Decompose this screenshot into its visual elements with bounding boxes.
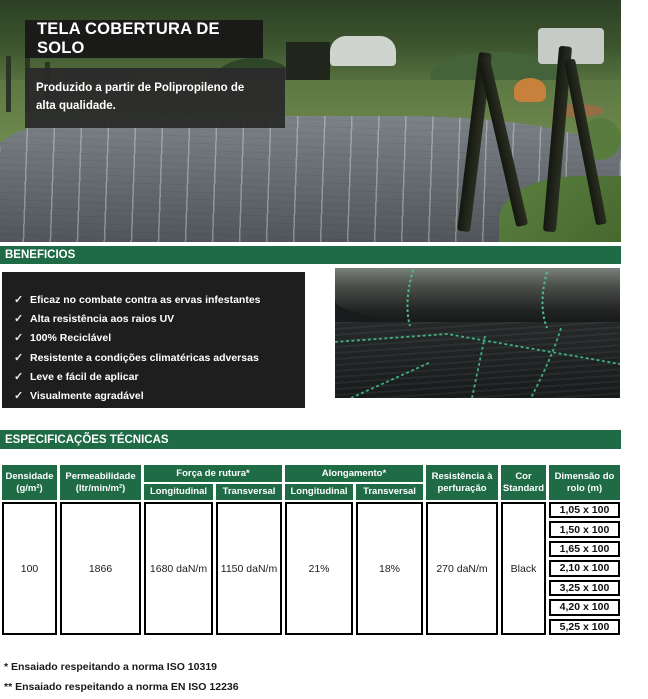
header-resistencia-perfuracao: Resistência à perfuração [426, 465, 498, 500]
product-subtitle-line1: Produzido a partir de Polipropileno de [36, 82, 245, 94]
header-alongamento: Alongamento* [285, 465, 423, 482]
benefits-panel [2, 272, 305, 408]
roll-dimension-box: 1,65 x 100 [549, 541, 620, 557]
footnote-en-iso-12236: ** Ensaiado respeitando a norma EN ISO 12236 [4, 681, 239, 693]
benefits-heading-bar [0, 246, 621, 264]
cell-forca-transversal: 1150 daN/m [216, 502, 282, 635]
product-title: TELA COBERTURA DE SOLO [37, 20, 220, 57]
benefit-text: Leve e fácil de aplicar [30, 370, 139, 383]
check-icon: ✓ [14, 390, 24, 403]
header-alongamento-longitudinal: Longitudinal [285, 484, 353, 500]
check-icon: ✓ [14, 370, 24, 383]
header-densidade: Densidade (g/m²) [2, 465, 57, 500]
header-alongamento-transversal: Transversal [356, 484, 423, 500]
header-forca-longitudinal: Longitudinal [144, 484, 213, 500]
greenhouse-shape [330, 36, 396, 66]
product-subtitle-line2: alta qualidade. [36, 99, 116, 112]
cell-resistencia-perfuracao: 270 daN/m [426, 502, 498, 635]
benefit-item [14, 387, 297, 406]
benefit-text: Visualmente agradável [30, 390, 144, 403]
benefit-text: Alta resistência aos raios UV [30, 313, 175, 326]
header-dimensao-rolo: Dimensão do rolo (m) [549, 465, 620, 500]
specs-heading: ESPECIFICAÇÕES TÉCNICAS [5, 433, 169, 446]
check-icon: ✓ [14, 351, 24, 364]
specs-table [2, 465, 620, 635]
footnote-iso-10319: * Ensaiado respeitando a norma ISO 10319 [4, 661, 217, 673]
garden-photo [0, 0, 621, 242]
benefits-heading: BENEFICIOS [5, 249, 76, 261]
green-stitch-lines [335, 268, 620, 398]
roll-dimension-box: 1,05 x 100 [549, 502, 620, 518]
fabric-roll-photo [335, 268, 620, 398]
benefit-text: Eficaz no combate contra as ervas infestantes [30, 294, 261, 306]
cell-cor-standard: Black [501, 502, 546, 635]
benefit-item [14, 368, 297, 387]
benefit-item [14, 291, 297, 310]
footnotes [4, 657, 239, 697]
check-icon: ✓ [14, 313, 24, 326]
roll-dimension-box: 3,25 x 100 [549, 580, 620, 596]
benefit-item [14, 349, 297, 368]
product-subtitle-box [25, 68, 285, 128]
cell-roll-dimensions [549, 502, 620, 635]
roll-dimension-box: 1,50 x 100 [549, 521, 620, 537]
specs-table-header [2, 465, 620, 500]
benefit-item [14, 329, 297, 348]
roll-dimension-box: 5,25 x 100 [549, 619, 620, 635]
cell-permeabilidade: 1866 [60, 502, 141, 635]
benefit-text: 100% Reciclável [30, 332, 112, 345]
benefit-item [14, 310, 297, 329]
header-permeabilidade: Permeabilidade (ltr/min/m²) [60, 465, 141, 500]
header-forca-rutura: Força de rutura* [144, 465, 282, 482]
fence-post [6, 56, 11, 112]
header-cor-standard: Cor Standard [501, 465, 546, 500]
specs-table-body [2, 502, 620, 635]
cell-forca-longitudinal: 1680 daN/m [144, 502, 213, 635]
header-forca-transversal: Transversal [216, 484, 282, 500]
roll-dimension-box: 2,10 x 100 [549, 560, 620, 576]
cell-densidade: 100 [2, 502, 57, 635]
roll-dimension-box: 4,20 x 100 [549, 599, 620, 615]
product-title-box [25, 20, 263, 58]
dome-shape [514, 78, 546, 102]
cell-alongamento-longitudinal: 21% [285, 502, 353, 635]
check-icon: ✓ [14, 332, 24, 345]
cell-alongamento-transversal: 18% [356, 502, 423, 635]
check-icon: ✓ [14, 294, 24, 306]
benefit-text: Resistente a condições climatéricas adversas [30, 351, 259, 364]
specs-heading-bar [0, 430, 621, 449]
